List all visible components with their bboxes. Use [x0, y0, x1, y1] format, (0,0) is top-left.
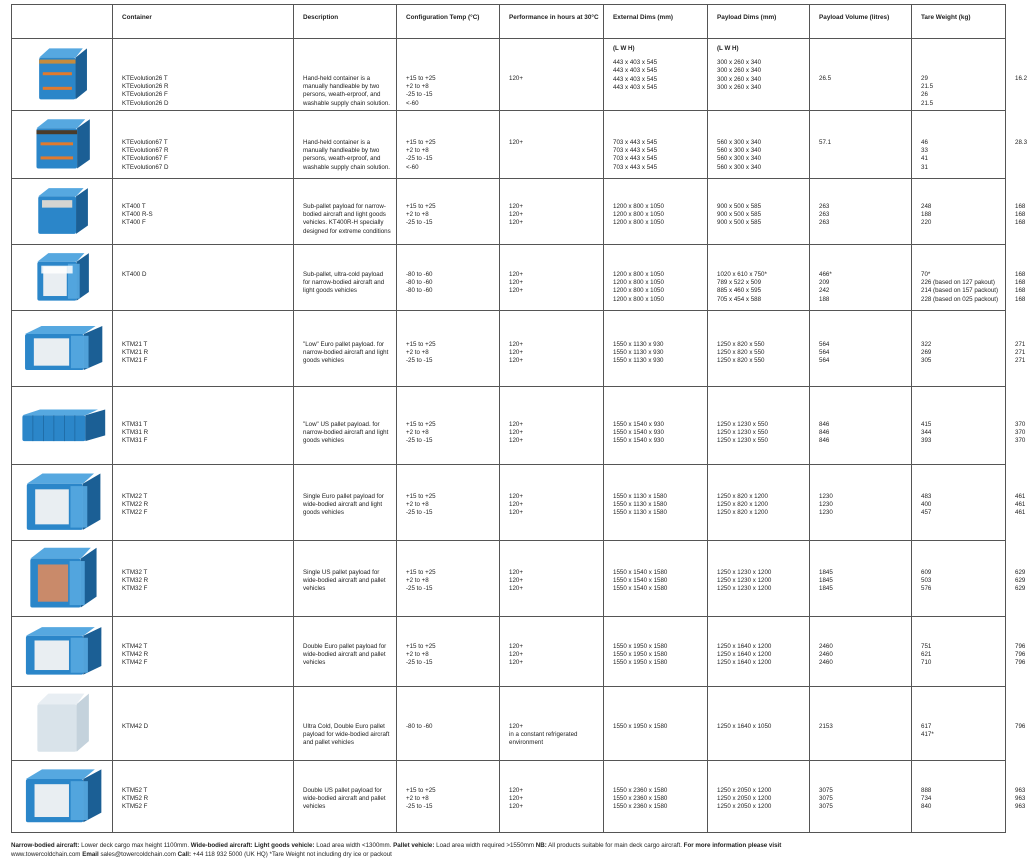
narrow-text: Lower deck cargo max height 1100mm. [81, 842, 190, 849]
external-dims-value: 1550 x 1130 x 930 1550 x 1130 x 930 1550 x 1130 x 930 [613, 341, 664, 365]
cell-container [113, 245, 294, 311]
header-payload-volume: Payload Volume (litres) [810, 5, 912, 39]
performance-value: 120+ [509, 75, 523, 82]
ktm21-container-icon [12, 324, 112, 374]
description-value: Sub-pallet, ultra-cold payload for narrow-bodied aircraft and light goods vehicles [303, 271, 385, 295]
tare-weight-value: 617 417* [921, 723, 934, 739]
external-dims-value: 703 x 443 x 545 703 x 443 x 545 703 x 443 x 545 703 x 443 x 545 [613, 139, 658, 171]
performance-value: 120+ 120+ 120+ [509, 271, 523, 295]
cell-config-temp [397, 541, 500, 617]
product-image [12, 687, 113, 761]
payload-volume-value: 1230 1230 1230 [819, 493, 833, 517]
more-info-text: For more information please visit [683, 842, 782, 849]
config-temp-value: +15 to +25 +2 to +8 -25 to -15 [406, 787, 436, 811]
tare-weight-value: 609 503 576 [921, 569, 932, 593]
ktm32-container-icon [12, 545, 112, 613]
product-image [12, 111, 113, 179]
cell-tare-weight [912, 311, 1006, 387]
cell-tare-weight [912, 111, 1006, 179]
cell-external-dims [604, 617, 708, 687]
config-temp-value: +15 to +25 +2 to +8 -25 to -15 [406, 643, 436, 667]
table-row: KTM32 T KTM32 R KTM32 F Single US pallet payload for wide-bodied aircraft and pallet vehicles +15 to +25 +2 to +8 -25 to -15 120+ 120+ 120+ 1550 x 1540 x 1580 1550 x 1540 x 1580 1550 x 1540 x 1580 1250 x 1230 x 1200 1250 x 1230 x 1200 1250 x 1230 x 1200 1845 1845 1845 609 503 576 629 629 629 [12, 541, 1006, 617]
product-image [12, 541, 113, 617]
payload-volume-value: 3075 3075 3075 [819, 787, 833, 811]
cell-payload-dims [708, 179, 810, 245]
footer-line-1 [11, 841, 1005, 850]
cell-description [294, 179, 397, 245]
cell-payload-dims [708, 311, 810, 387]
product-image [12, 245, 113, 311]
table-row: KTM42 T KTM42 R KTM42 F Double Euro pallet payload for wide-bodied aircraft and pallet vehicles +15 to +25 +2 to +8 -25 to -15 120+ 120+ 120+ 1550 x 1950 x 1580 1550 x 1950 x 1580 1550 x 1950 x 1580 1250 x 1640 x 1200 1250 x 1640 x 1200 1250 x 1640 x 1200 2460 2460 2460 751 621 710 796 796 796 [12, 617, 1006, 687]
ktm31-container-icon [12, 408, 112, 444]
table-row: KTM42 D Ultra Cold, Double Euro pallet payload for wide-bodied aircraft and pallet vehicles -80 to -60 120+ in a constant refrigerated environment 1550 x 1950 x 1580 1250 x 1640 x 1050 2153 617 417* 796 [12, 687, 1006, 761]
payload-dims-value: 1250 x 1640 x 1050 [717, 723, 772, 730]
cell-container [113, 111, 294, 179]
external-dims-value: 443 x 403 x 545 443 x 403 x 545 443 x 403 x 545 443 x 403 x 545 [613, 59, 658, 91]
tare-weight-note: *Tare Weight not including dry ice or packout [269, 851, 392, 859]
performance-value: 120+ 120+ 120+ [509, 643, 523, 667]
cell-payload-volume [810, 311, 912, 387]
external-dims-value: 1550 x 1540 x 1580 1550 x 1540 x 1580 1550 x 1540 x 1580 [613, 569, 668, 593]
cell-tare-weight [912, 541, 1006, 617]
cell-performance [500, 39, 604, 111]
tare-weight-value: 70* 226 (based on 127 pakout) 214 (based on 157 packout) 228 (based on 025 packout) [921, 271, 999, 303]
payload-dims-value: 900 x 500 x 585 900 x 500 x 585 900 x 500 x 585 [717, 203, 762, 227]
container-value: KTEvolution67 T KTEvolution67 R KTEvolution67 F KTEvolution67 D [122, 139, 169, 171]
header-performance: Performance in hours at 30°C [500, 5, 604, 39]
external-dims-value: 1550 x 1130 x 1580 1550 x 1130 x 1580 1550 x 1130 x 1580 [613, 493, 667, 517]
performance-value: 120+ [509, 139, 523, 146]
config-temp-value: +15 to +25 +2 to +8 -25 to -15 <-60 [406, 139, 436, 171]
cell-tare-weight [912, 245, 1006, 311]
table-row: KTM52 T KTM52 R KTM52 F Double US pallet payload for wide-bodied aircraft and pallet vehicles +15 to +25 +2 to +8 -25 to -15 120+ 120+ 120+ 1550 x 2360 x 1580 1550 x 2360 x 1580 1550 x 2360 x 1580 1250 x 2050 x 1200 1250 x 2050 x 1200 1250 x 2050 x 1200 3075 3075 3075 888 734 840 963 963 963 [12, 761, 1006, 833]
product-image [12, 617, 113, 687]
table-row: KTEvolution67 T KTEvolution67 R KTEvolution67 F KTEvolution67 D Hand-held container is a manually handleable by two persons, weath-erproof, and washable supply chain solution. +15 to +25 +2 to +8 -25 to -15 <-60 120+ 703 x 443 x 545 703 x 443 x 545 703 x 443 x 545 703 x 443 x 545 560 x 300 x 340 560 x 300 x 340 560 x 300 x 340 560 x 300 x 340 57.1 46 33 41 31 28.3 [12, 111, 1006, 179]
container-value: KTM31 T KTM31 R KTM31 F [122, 421, 149, 445]
cell-container [113, 387, 294, 465]
cell-description [294, 111, 397, 179]
header-row [12, 5, 1006, 39]
cell-payload-dims [708, 39, 810, 111]
cell-tare-weight [912, 39, 1006, 111]
cell-payload-volume [810, 39, 912, 111]
product-image [12, 311, 113, 387]
cell-config-temp [397, 111, 500, 179]
cell-payload-dims [708, 541, 810, 617]
external-dims-value: 1200 x 800 x 1050 1200 x 800 x 1050 1200 x 800 x 1050 1200 x 800 x 1050 [613, 271, 664, 303]
cell-performance [500, 761, 604, 833]
kt400d-container-icon [12, 251, 112, 305]
external-dims-value: 1550 x 1540 x 930 1550 x 1540 x 930 1550 x 1540 x 930 [613, 421, 664, 445]
payload-dims-value: 1250 x 820 x 550 1250 x 820 x 550 1250 x 820 x 550 [717, 341, 765, 365]
table-row: KT400 D Sub-pallet, ultra-cold payload for narrow-bodied aircraft and light goods vehicles -80 to -60 -80 to -60 -80 to -60 120+ 120+ 120+ 1200 x 800 x 1050 1200 x 800 x 1050 1200 x 800 x 1050 1200 x 800 x 1050 1020 x 610 x 750* 789 x 522 x 509 885 x 460 x 595 705 x 454 x 588 466* 209 242 188 70* 226 (based on 127 pakout) 214 (based on 157 packout) 228 (based on 025 packout) 168 168 168 168 [12, 245, 1006, 311]
description-value: Double Euro pallet payload for wide-bodied aircraft and pallet vehicles [303, 643, 387, 667]
product-image [12, 39, 113, 111]
cell-description [294, 761, 397, 833]
tare-weight-value: 888 734 840 [921, 787, 932, 811]
description-value: Single US pallet payload for wide-bodied aircraft and pallet vehicles [303, 569, 386, 593]
cell-external-dims [604, 465, 708, 541]
cell-performance [500, 541, 604, 617]
payload-dims-value: 1020 x 610 x 750* 789 x 522 x 509 885 x 460 x 595 705 x 454 x 588 [717, 271, 767, 303]
container-value: KT400 T KT400 R-S KT400 F [122, 203, 153, 227]
cell-external-dims [604, 111, 708, 179]
cell-config-temp [397, 245, 500, 311]
cell-config-temp [397, 311, 500, 387]
cell-payload-volume [810, 761, 912, 833]
cell-payload-dims [708, 465, 810, 541]
cell-description [294, 39, 397, 111]
config-temp-value: +15 to +25 +2 to +8 -25 to -15 [406, 203, 436, 227]
cell-container [113, 541, 294, 617]
payload-dims-value: 1250 x 1230 x 1200 1250 x 1230 x 1200 1250 x 1230 x 1200 [717, 569, 772, 593]
footer-notes [11, 841, 1005, 860]
config-temp-value: +15 to +25 +2 to +8 -25 to -15 [406, 493, 436, 517]
cell-payload-volume [810, 387, 912, 465]
container-value: KTM52 T KTM52 R KTM52 F [122, 787, 149, 811]
cell-performance [500, 687, 604, 761]
cell-description [294, 465, 397, 541]
container-value: KTM42 T KTM42 R KTM42 F [122, 643, 149, 667]
ktevolution26-container-icon [12, 46, 112, 104]
pallet-text: Load area width required >1550mm [436, 842, 535, 849]
cell-payload-dims [708, 617, 810, 687]
footer-line-2 [11, 850, 1005, 859]
nb-label: NB: [535, 842, 547, 849]
product-image [12, 761, 113, 833]
website-link[interactable]: www.towercoldchain.com [11, 851, 81, 859]
product-image [12, 465, 113, 541]
payload-dims-value: 560 x 300 x 340 560 x 300 x 340 560 x 300 x 340 560 x 300 x 340 [717, 139, 762, 171]
performance-value: 120+ [509, 723, 523, 730]
payload-volume-value: 263 263 263 [819, 203, 830, 227]
cell-payload-volume [810, 465, 912, 541]
cell-payload-volume [810, 245, 912, 311]
cell-external-dims [604, 179, 708, 245]
cell-config-temp [397, 179, 500, 245]
cell-external-dims [604, 687, 708, 761]
email-link[interactable]: sales@towercoldchain.com [100, 851, 176, 859]
cell-payload-dims [708, 387, 810, 465]
header-tare-weight: Tare Weight (kg) [912, 5, 1006, 39]
table-row: KTEvolution26 T KTEvolution26 R KTEvolution26 F KTEvolution26 D Hand-held container is a manually handleable by two persons, weath-erproof, and washable supply chain solution. +15 to +25 +2 to +8 -25 to -15 <-60 120+ (L W H) 443 x 403 x 545 443 x 403 x 545 443 x 403 x 545 443 x 403 x 545 (L W H) 300 x 260 x 340 300 x 260 x 340 300 x 260 x 340 300 x 260 x 340 26.5 29 21.5 26 21.5 16.2 [12, 39, 1006, 111]
cell-performance [500, 465, 604, 541]
config-temp-value: +15 to +25 +2 to +8 -25 to -15 [406, 341, 436, 365]
payload-volume-value: 1845 1845 1845 [819, 569, 833, 593]
tare-weight-value: 415 344 393 [921, 421, 932, 445]
config-temp-value: +15 to +25 +2 to +8 -25 to -15 [406, 569, 436, 593]
external-dims-value: 1550 x 1950 x 1580 1550 x 1950 x 1580 1550 x 1950 x 1580 [613, 643, 668, 667]
header-config-temp: Configuration Temp (°C) [397, 5, 500, 39]
cell-container [113, 465, 294, 541]
payload-dims-value: 1250 x 1640 x 1200 1250 x 1640 x 1200 1250 x 1640 x 1200 [717, 643, 772, 667]
cell-external-dims [604, 39, 708, 111]
ktevolution67-container-icon [12, 117, 112, 173]
cell-description [294, 311, 397, 387]
header-container: Container [113, 5, 294, 39]
cell-payload-volume [810, 687, 912, 761]
header-payload-dims: Payload Dims (mm) [708, 5, 810, 39]
cell-config-temp [397, 617, 500, 687]
cell-container [113, 687, 294, 761]
cell-performance [500, 179, 604, 245]
tare-weight-value: 29 21.5 26 21.5 [921, 75, 934, 107]
description-value: Ultra Cold, Double Euro pallet payload for wide-bodied aircraft and pallet vehicles [303, 723, 390, 747]
cell-description [294, 387, 397, 465]
cell-payload-volume [810, 541, 912, 617]
payload-volume-value: 466* 209 242 188 [819, 271, 832, 303]
payload-dims-value: 300 x 260 x 340 300 x 260 x 340 300 x 260 x 340 300 x 260 x 340 [717, 59, 762, 91]
payload-volume-value: 564 564 564 [819, 341, 830, 365]
phone-number: +44 118 932 5000 (UK HQ) [192, 851, 268, 859]
cell-description [294, 541, 397, 617]
cell-container [113, 617, 294, 687]
table-row: KTM31 T KTM31 R KTM31 F "Low" US pallet payload. for narrow-bodied aircraft and light goods vehicles +15 to +25 +2 to +8 -25 to -15 120+ 120+ 120+ 1550 x 1540 x 930 1550 x 1540 x 930 1550 x 1540 x 930 1250 x 1230 x 550 1250 x 1230 x 550 1250 x 1230 x 550 846 846 846 415 344 393 370 370 370 [12, 387, 1006, 465]
ktm52-container-icon [12, 767, 112, 827]
tare-weight-value: 483 400 457 [921, 493, 932, 517]
container-value: KTM21 T KTM21 R KTM21 F [122, 341, 149, 365]
cell-description [294, 245, 397, 311]
cell-payload-volume [810, 617, 912, 687]
cell-container [113, 39, 294, 111]
cell-payload-volume [810, 179, 912, 245]
payload-volume-value: 2460 2460 2460 [819, 643, 833, 667]
cell-payload-volume [810, 111, 912, 179]
wide-label: Wide-bodied aircraft: [190, 842, 253, 849]
cell-payload-dims [708, 111, 810, 179]
external-dims-value: 1550 x 2360 x 1580 1550 x 2360 x 1580 1550 x 2360 x 1580 [613, 787, 668, 811]
cell-tare-weight [912, 179, 1006, 245]
cell-external-dims [604, 761, 708, 833]
container-spec-table [11, 4, 1027, 833]
container-value: KTEvolution26 T KTEvolution26 R KTEvolution26 F KTEvolution26 D [122, 75, 169, 107]
cell-payload-dims [708, 245, 810, 311]
cell-config-temp [397, 39, 500, 111]
container-value: KTM32 T KTM32 R KTM32 F [122, 569, 149, 593]
pallet-label: Pallet vehicle: [393, 842, 435, 849]
cell-config-temp [397, 761, 500, 833]
config-temp-value: -80 to -60 [406, 723, 433, 730]
ktm42d-container-icon [12, 691, 112, 757]
description-value: Hand-held container is a manually handleable by two persons, weath-erproof, and washable supply chain solution. [303, 75, 391, 107]
payload-dims-value: 1250 x 1230 x 550 1250 x 1230 x 550 1250 x 1230 x 550 [717, 421, 768, 445]
light-text: Load area width <1300mm. [316, 842, 392, 849]
config-temp-value: +15 to +25 +2 to +8 -25 to -15 <-60 [406, 75, 436, 107]
cell-performance [500, 311, 604, 387]
description-value: Hand-held container is a manually handleable by two persons, weath-erproof, and washable supply chain solution. [303, 139, 391, 171]
cell-performance [500, 245, 604, 311]
cell-external-dims [604, 245, 708, 311]
call-label: Call: [177, 851, 192, 859]
header-description: Description [294, 5, 397, 39]
cell-performance [500, 617, 604, 687]
payload-volume-value: 846 846 846 [819, 421, 830, 445]
payload-dims-value: 1250 x 2050 x 1200 1250 x 2050 x 1200 1250 x 2050 x 1200 [717, 787, 772, 811]
performance-note: in a constant refrigerated environment [509, 731, 578, 747]
cell-config-temp [397, 465, 500, 541]
header-external-dims: External Dims (mm) [604, 5, 708, 39]
payload-volume-value: 2153 [819, 723, 833, 730]
cell-container [113, 761, 294, 833]
performance-value: 120+ 120+ 120+ [509, 787, 523, 811]
cell-tare-weight [912, 465, 1006, 541]
ktm42-container-icon [12, 625, 112, 679]
external-dims-value: 1550 x 1950 x 1580 [613, 723, 668, 730]
cell-tare-weight [912, 761, 1006, 833]
kt400-container-icon [12, 186, 112, 238]
table-row: KTM22 T KTM22 R KTM22 F Single Euro pallet payload for wide-bodied aircraft and light goods vehicles +15 to +25 +2 to +8 -25 to -15 120+ 120+ 120+ 1550 x 1130 x 1580 1550 x 1130 x 1580 1550 x 1130 x 1580 1250 x 820 x 1200 1250 x 820 x 1200 1250 x 820 x 1200 1230 1230 1230 483 400 457 461 461 461 [12, 465, 1006, 541]
dims-unit-label: (L W H) [717, 45, 739, 52]
cell-tare-weight [912, 387, 1006, 465]
cell-payload-dims [708, 761, 810, 833]
narrow-label: Narrow-bodied aircraft: [11, 842, 80, 849]
config-temp-value: +15 to +25 +2 to +8 -25 to -15 [406, 421, 436, 445]
description-value: Single Euro pallet payload for wide-bodied aircraft and light goods vehicles [303, 493, 384, 517]
cell-description [294, 687, 397, 761]
cell-external-dims [604, 387, 708, 465]
payload-volume-value: 57.1 [819, 139, 832, 146]
performance-value: 120+ 120+ 120+ [509, 341, 523, 365]
cell-external-dims [604, 541, 708, 617]
payload-dims-value: 1250 x 820 x 1200 1250 x 820 x 1200 1250 x 820 x 1200 [717, 493, 768, 517]
cell-performance [500, 387, 604, 465]
dims-unit-label: (L W H) [613, 45, 635, 52]
light-label: Light goods vehicle: [254, 842, 315, 849]
email-label: Email [82, 851, 99, 859]
container-value: KTM42 D [122, 723, 149, 730]
header-image [12, 5, 113, 39]
cell-container [113, 179, 294, 245]
performance-value: 120+ 120+ 120+ [509, 569, 523, 593]
tare-weight-value: 751 621 710 [921, 643, 932, 667]
table-row: KTM21 T KTM21 R KTM21 F "Low" Euro pallet payload. for narrow-bodied aircraft and light goods vehicles +15 to +25 +2 to +8 -25 to -15 120+ 120+ 120+ 1550 x 1130 x 930 1550 x 1130 x 930 1550 x 1130 x 930 1250 x 820 x 550 1250 x 820 x 550 1250 x 820 x 550 564 564 564 322 269 305 271 271 271 [12, 311, 1006, 387]
payload-volume-value: 26.5 [819, 75, 832, 82]
tare-weight-value: 248 188 220 [921, 203, 932, 227]
cell-container [113, 311, 294, 387]
table-row: KT400 T KT400 R-S KT400 F Sub-pallet payload for narrow-bodied aircraft and light goods vehicles. KT400R-H specially designed for extreme conditions +15 to +25 +2 to +8 -25 to -15 120+ 120+ 120+ 1200 x 800 x 1050 1200 x 800 x 1050 1200 x 800 x 1050 900 x 500 x 585 900 x 500 x 585 900 x 500 x 585 263 263 263 248 188 220 168 168 168 [12, 179, 1006, 245]
cell-external-dims [604, 311, 708, 387]
performance-value: 120+ 120+ 120+ [509, 203, 523, 227]
cell-tare-weight [912, 617, 1006, 687]
cell-config-temp [397, 387, 500, 465]
config-temp-value: -80 to -60 -80 to -60 -80 to -60 [406, 271, 433, 295]
cell-config-temp [397, 687, 500, 761]
container-value: KT400 D [122, 271, 147, 278]
external-dims-value: 1200 x 800 x 1050 1200 x 800 x 1050 1200 x 800 x 1050 [613, 203, 664, 227]
product-image [12, 179, 113, 245]
description-value: "Low" US pallet payload. for narrow-bodied aircraft and light goods vehicles [303, 421, 389, 445]
cell-payload-dims [708, 687, 810, 761]
description-value: "Low" Euro pallet payload. for narrow-bodied aircraft and light goods vehicles [303, 341, 389, 365]
description-value: Sub-pallet payload for narrow-bodied aircraft and light goods vehicles. KT400R-H specially designed for extreme conditions [303, 203, 391, 235]
nb-text: All products suitable for main deck cargo aircraft. [548, 842, 682, 849]
cell-tare-weight [912, 687, 1006, 761]
performance-value: 120+ 120+ 120+ [509, 493, 523, 517]
description-value: Double US pallet payload for wide-bodied aircraft and pallet vehicles [303, 787, 386, 811]
ktm22-container-icon [12, 471, 112, 535]
product-image [12, 387, 113, 465]
cell-description [294, 617, 397, 687]
tare-weight-value: 46 33 41 31 [921, 139, 928, 171]
cell-performance [500, 111, 604, 179]
container-value: KTM22 T KTM22 R KTM22 F [122, 493, 149, 517]
tare-weight-value: 322 269 305 [921, 341, 932, 365]
performance-value: 120+ 120+ 120+ [509, 421, 523, 445]
